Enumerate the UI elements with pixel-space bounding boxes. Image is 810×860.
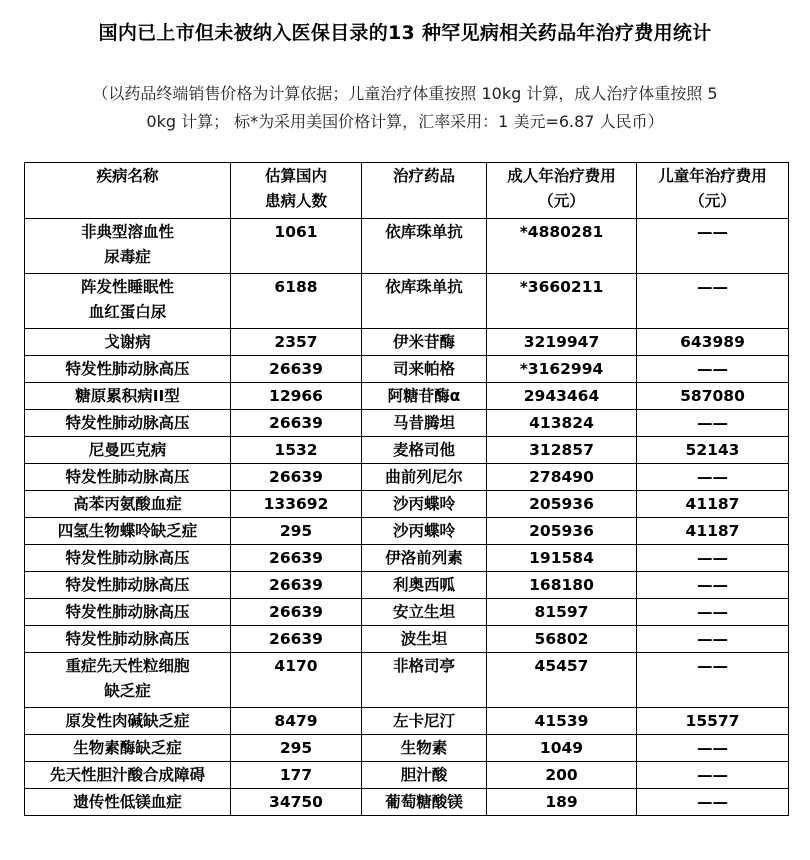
cell-child-cost: ——	[637, 789, 789, 816]
cell-adult-cost: 56802	[487, 626, 637, 653]
cell-drug: 安立生坦	[362, 599, 487, 626]
cell-disease	[25, 219, 231, 274]
cell-patients: 34750	[231, 789, 362, 816]
cell-child-cost: ——	[637, 599, 789, 626]
table-row	[25, 329, 789, 356]
cell-adult-cost: 205936	[487, 491, 637, 518]
header-child-line2: （元）	[689, 192, 736, 210]
cell-drug: 麦格司他	[362, 437, 487, 464]
cell-patients: 26639	[231, 464, 362, 491]
table-row	[25, 274, 789, 329]
cell-disease	[25, 356, 231, 383]
table-row	[25, 437, 789, 464]
disease-line1: 原发性肉碱缺乏症	[65, 712, 190, 730]
disease-line1: 四氢生物蝶呤缺乏症	[57, 522, 198, 540]
cell-patients: 26639	[231, 410, 362, 437]
cell-child-cost: ——	[637, 219, 789, 274]
cell-disease	[25, 599, 231, 626]
cell-adult-cost: 191584	[487, 545, 637, 572]
table-row	[25, 762, 789, 789]
cell-patients: 26639	[231, 356, 362, 383]
cell-drug: 伊米苷酶	[362, 329, 487, 356]
disease-line1: 高苯丙氨酸血症	[73, 495, 182, 513]
cell-adult-cost: 3219947	[487, 329, 637, 356]
cell-drug: 阿糖苷酶α	[362, 383, 487, 410]
cell-drug: 司来帕格	[362, 356, 487, 383]
cell-child-cost: ——	[637, 762, 789, 789]
cell-drug: 利奥西呱	[362, 572, 487, 599]
header-disease: 疾病名称	[25, 163, 231, 219]
header-patients	[231, 163, 362, 219]
cell-patients: 26639	[231, 572, 362, 599]
cell-drug: 沙丙蝶呤	[362, 518, 487, 545]
cell-disease	[25, 274, 231, 329]
header-adult-line1: 成人年治疗费用	[507, 167, 616, 185]
table-header-row	[25, 163, 789, 219]
disease-line1: 戈谢病	[104, 333, 151, 351]
calculation-note	[30, 80, 780, 136]
cell-patients: 177	[231, 762, 362, 789]
cell-adult-cost: 200	[487, 762, 637, 789]
cell-adult-cost: 45457	[487, 653, 637, 708]
cell-adult-cost: 2943464	[487, 383, 637, 410]
disease-line1: 尼曼匹克病	[88, 441, 167, 459]
cell-disease	[25, 789, 231, 816]
cell-child-cost: 643989	[637, 329, 789, 356]
cell-child-cost: 41187	[637, 491, 789, 518]
cell-adult-cost: 413824	[487, 410, 637, 437]
table-row	[25, 626, 789, 653]
cell-child-cost: 41187	[637, 518, 789, 545]
cell-adult-cost: 205936	[487, 518, 637, 545]
disease-line1: 特发性肺动脉高压	[65, 468, 190, 486]
drug-cost-table	[24, 162, 789, 816]
cell-adult-cost: 168180	[487, 572, 637, 599]
disease-line1: 特发性肺动脉高压	[65, 360, 190, 378]
cell-adult-cost: 41539	[487, 708, 637, 735]
table-row	[25, 545, 789, 572]
header-adult-cost	[487, 163, 637, 219]
table-row	[25, 599, 789, 626]
cell-disease	[25, 735, 231, 762]
cell-child-cost: ——	[637, 653, 789, 708]
cell-drug: 非格司亭	[362, 653, 487, 708]
disease-line1: 先天性胆汁酸合成障碍	[49, 766, 205, 784]
cell-disease	[25, 762, 231, 789]
cell-patients: 26639	[231, 626, 362, 653]
cell-drug: 葡萄糖酸镁	[362, 789, 487, 816]
disease-line1: 阵发性睡眠性	[80, 278, 174, 296]
cell-child-cost: ——	[637, 735, 789, 762]
cell-adult-cost: 1049	[487, 735, 637, 762]
table-row	[25, 410, 789, 437]
cell-patients: 295	[231, 518, 362, 545]
cell-disease	[25, 518, 231, 545]
cell-drug: 曲前列尼尔	[362, 464, 487, 491]
disease-line1: 糖原累积病II型	[75, 387, 180, 405]
cell-drug: 波生坦	[362, 626, 487, 653]
disease-line2: 血红蛋白尿	[88, 303, 167, 321]
cell-disease	[25, 653, 231, 708]
table-row	[25, 518, 789, 545]
cell-adult-cost: 278490	[487, 464, 637, 491]
cell-adult-cost: 81597	[487, 599, 637, 626]
cell-drug: 左卡尼汀	[362, 708, 487, 735]
table-row	[25, 735, 789, 762]
table-row	[25, 708, 789, 735]
header-patients-line1: 估算国内	[264, 167, 327, 185]
cell-child-cost: ——	[637, 356, 789, 383]
disease-line1: 特发性肺动脉高压	[65, 414, 190, 432]
note-line-1: （以药品终端销售价格为计算依据；儿童治疗体重按照 10kg 计算，成人治疗体重按照 5	[92, 84, 718, 103]
cell-child-cost: ——	[637, 545, 789, 572]
cell-drug: 依库珠单抗	[362, 274, 487, 329]
table-row	[25, 653, 789, 708]
cell-disease	[25, 410, 231, 437]
cell-disease	[25, 329, 231, 356]
table-row	[25, 789, 789, 816]
cell-patients: 2357	[231, 329, 362, 356]
table-row	[25, 356, 789, 383]
cell-drug: 胆汁酸	[362, 762, 487, 789]
cell-patients: 12966	[231, 383, 362, 410]
cell-adult-cost: *3660211	[487, 274, 637, 329]
disease-line1: 特发性肺动脉高压	[65, 630, 190, 648]
disease-line1: 遗传性低镁血症	[73, 793, 182, 811]
cell-patients: 1532	[231, 437, 362, 464]
table-row	[25, 464, 789, 491]
cell-drug: 生物素	[362, 735, 487, 762]
disease-line1: 特发性肺动脉高压	[65, 549, 190, 567]
cell-adult-cost: *3162994	[487, 356, 637, 383]
disease-line1: 特发性肺动脉高压	[65, 603, 190, 621]
cell-drug: 沙丙蝶呤	[362, 491, 487, 518]
header-child-cost	[637, 163, 789, 219]
cell-patients: 1061	[231, 219, 362, 274]
cell-child-cost: ——	[637, 274, 789, 329]
disease-line2: 缺乏症	[104, 682, 151, 700]
disease-line1: 生物素酶缺乏症	[73, 739, 182, 757]
cell-disease	[25, 383, 231, 410]
cell-patients: 295	[231, 735, 362, 762]
disease-line1: 特发性肺动脉高压	[65, 576, 190, 594]
cell-child-cost: ——	[637, 572, 789, 599]
cell-child-cost: ——	[637, 410, 789, 437]
cell-adult-cost: 312857	[487, 437, 637, 464]
cell-drug: 依库珠单抗	[362, 219, 487, 274]
cell-patients: 133692	[231, 491, 362, 518]
header-child-line1: 儿童年治疗费用	[658, 167, 767, 185]
cell-drug: 伊洛前列素	[362, 545, 487, 572]
header-adult-line2: （元）	[538, 192, 585, 210]
cell-disease	[25, 708, 231, 735]
cell-disease	[25, 491, 231, 518]
cell-adult-cost: 189	[487, 789, 637, 816]
cell-child-cost: 15577	[637, 708, 789, 735]
table-row	[25, 491, 789, 518]
cell-disease	[25, 572, 231, 599]
cell-disease	[25, 626, 231, 653]
cell-patients: 6188	[231, 274, 362, 329]
table-row	[25, 383, 789, 410]
page-title: 国内已上市但未被纳入医保目录的13 种罕见病相关药品年治疗费用统计	[98, 22, 712, 44]
disease-line2: 尿毒症	[104, 248, 151, 266]
cell-child-cost: 52143	[637, 437, 789, 464]
cell-patients: 8479	[231, 708, 362, 735]
cell-patients: 26639	[231, 545, 362, 572]
table-row	[25, 219, 789, 274]
cell-patients: 26639	[231, 599, 362, 626]
cell-drug: 马昔腾坦	[362, 410, 487, 437]
cell-adult-cost: *4880281	[487, 219, 637, 274]
header-patients-line2: 患病人数	[264, 192, 327, 210]
cell-child-cost: ——	[637, 626, 789, 653]
table-row	[25, 572, 789, 599]
cell-disease	[25, 437, 231, 464]
cell-child-cost: 587080	[637, 383, 789, 410]
note-line-2: 0kg 计算； 标*为采用美国价格计算，汇率采用：1 美元=6.87 人民币）	[146, 112, 664, 131]
disease-line1: 非典型溶血性	[80, 223, 174, 241]
cell-child-cost: ——	[637, 464, 789, 491]
disease-line1: 重症先天性粒细胞	[65, 657, 190, 675]
header-drug: 治疗药品	[362, 163, 487, 219]
cell-disease	[25, 545, 231, 572]
cell-patients: 4170	[231, 653, 362, 708]
cell-disease	[25, 464, 231, 491]
